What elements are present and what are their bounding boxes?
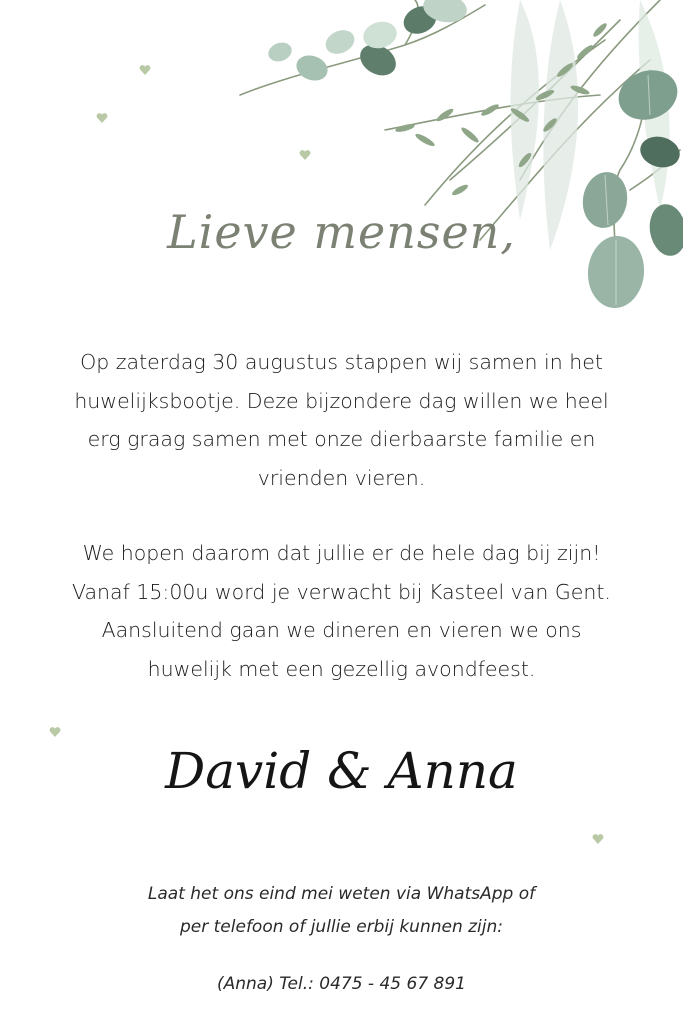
details-line: huwelijk met een gezellig avondfeest. [147,656,536,681]
heart-icon [592,833,604,845]
phone-number: (Anna) Tel.: 0475 - 45 67 891 [217,974,466,994]
greeting-title: Lieve mensen, [167,205,516,259]
eucalyptus-foliage-icon [220,0,683,320]
intro-line: huwelijksbootje. Deze bijzondere dag willen we heel [74,388,609,413]
details-line: Vanaf 15:00u word je verwacht bij Kasteel van Gent. [72,579,611,604]
heart-icon [49,726,61,738]
rsvp-line: Laat het ons eind mei weten via WhatsApp of [147,884,536,904]
rsvp-line: per telefoon of jullie erbij kunnen zijn: [180,917,503,937]
couple-signature: David & Anna [165,742,518,800]
heart-icon [299,149,311,161]
details-line: Aansluitend gaan we dineren en vieren we ons [101,618,582,642]
intro-line: erg graag samen met onze dierbaarste familie en [87,427,596,451]
rsvp-note [60,878,623,944]
heart-icon [96,112,108,124]
details-line: We hopen daarom dat jullie er de hele dag bij zijn! [82,541,601,565]
details-paragraph [50,534,633,688]
heart-icon [139,64,151,76]
intro-paragraph [50,343,633,497]
intro-line: Op zaterdag 30 augustus stappen wij samen in het [80,350,603,374]
intro-line: vrienden vieren. [257,465,426,490]
